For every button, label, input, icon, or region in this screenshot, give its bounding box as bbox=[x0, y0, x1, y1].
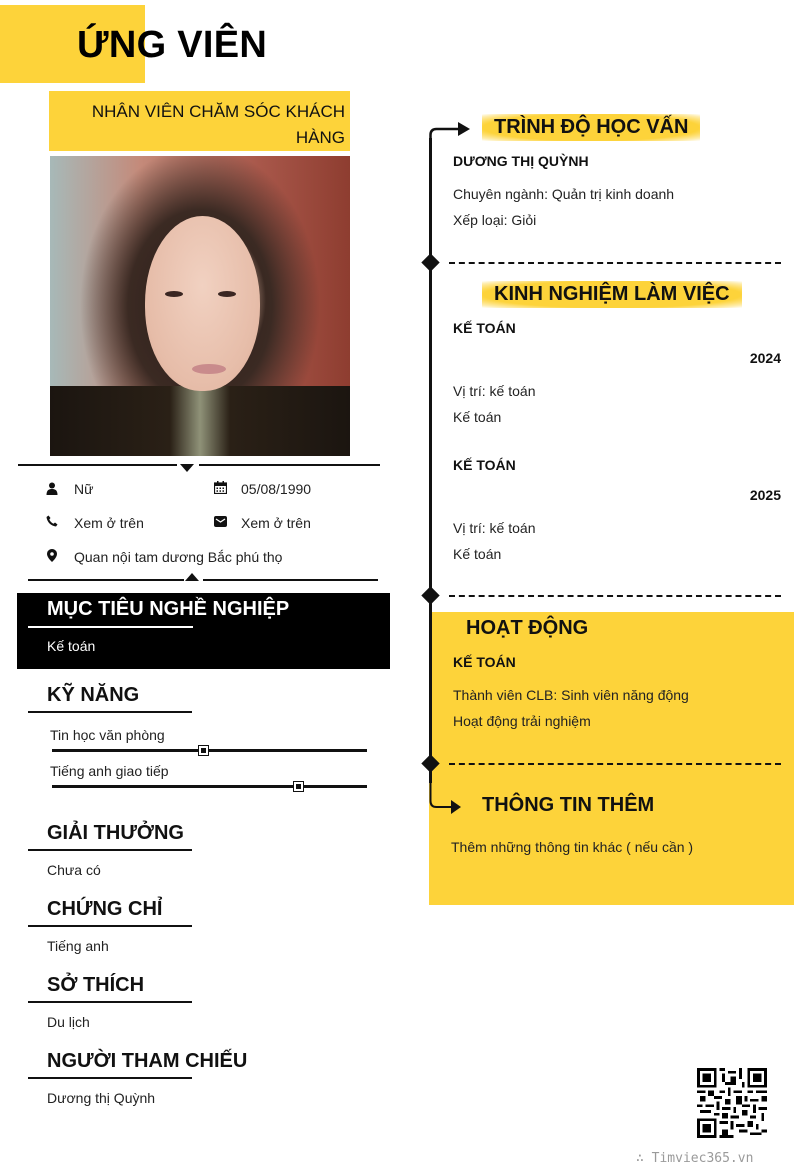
additional-info-text: Thêm những thông tin khác ( nếu cần ) bbox=[451, 839, 694, 855]
experience-description: Kế toán bbox=[453, 409, 502, 425]
contact-divider-bottom-right bbox=[203, 579, 378, 581]
page-title: ỨNG VIÊN bbox=[77, 24, 268, 66]
education-school: DƯƠNG THỊ QUỲNH bbox=[453, 153, 589, 169]
experience-year: 2025 bbox=[749, 487, 781, 503]
envelope-icon bbox=[213, 514, 227, 528]
phone-value: Xem ở trên bbox=[74, 515, 144, 531]
career-objective-underline bbox=[28, 626, 193, 628]
contact-divider-top-right bbox=[199, 464, 380, 466]
career-objective-text: Kế toán bbox=[47, 638, 96, 654]
address-value: Quan nội tam dương Bắc phú thọ bbox=[74, 549, 283, 565]
phone-icon bbox=[45, 514, 59, 528]
timeline-diamond-icon bbox=[421, 253, 439, 271]
experience-year: 2024 bbox=[749, 350, 781, 366]
skill-bar bbox=[52, 749, 367, 752]
education-title: TRÌNH ĐỘ HỌC VẤN bbox=[482, 114, 700, 141]
additional-info-title: THÔNG TIN THÊM bbox=[482, 794, 655, 816]
activities-line: Thành viên CLB: Sinh viên năng động bbox=[453, 687, 689, 703]
awards-title: GIẢI THƯỞNG bbox=[47, 822, 184, 844]
education-grade: Xếp loại: Giỏi bbox=[453, 212, 537, 228]
references-underline bbox=[28, 1077, 192, 1079]
awards-text: Chưa có bbox=[47, 862, 101, 878]
candidate-photo bbox=[50, 156, 350, 456]
references-text: Dương thị Quỳnh bbox=[47, 1090, 156, 1106]
timeline-diamond-icon bbox=[421, 586, 439, 604]
skill-name: Tiếng anh giao tiếp bbox=[50, 763, 169, 779]
timeline-arrow-icon bbox=[428, 782, 468, 818]
experience-company: KẾ TOÁN bbox=[453, 457, 516, 473]
skill-level-handle bbox=[198, 745, 209, 756]
contact-divider-bottom-left bbox=[28, 579, 184, 581]
timeline-arrow-icon bbox=[428, 120, 476, 144]
experience-title: KINH NGHIỆM LÀM VIỆC bbox=[482, 281, 742, 308]
experience-company: KẾ TOÁN bbox=[453, 320, 516, 336]
skills-title: KỸ NĂNG bbox=[47, 684, 140, 706]
map-marker-icon bbox=[45, 548, 59, 562]
birthday-value: 05/08/1990 bbox=[241, 481, 312, 497]
section-separator bbox=[449, 262, 781, 264]
skill-name: Tin học văn phòng bbox=[50, 727, 165, 743]
certificates-underline bbox=[28, 925, 192, 927]
photo-eye-left bbox=[165, 291, 183, 297]
career-objective-title: MỤC TIÊU NGHỀ NGHIỆP bbox=[47, 598, 290, 620]
hobbies-title: SỞ THÍCH bbox=[47, 974, 145, 996]
calendar-icon bbox=[213, 480, 227, 494]
experience-position: Vị trí: kế toán bbox=[453, 520, 536, 536]
skill-bar bbox=[52, 785, 367, 788]
photo-lips bbox=[192, 364, 226, 374]
triangle-up-icon bbox=[185, 573, 199, 581]
gender-value: Nữ bbox=[74, 481, 94, 497]
photo-eye-right bbox=[218, 291, 236, 297]
experience-position: Vị trí: kế toán bbox=[453, 383, 536, 399]
section-separator bbox=[449, 595, 781, 597]
timeline-line bbox=[429, 138, 432, 783]
hobbies-underline bbox=[28, 1001, 192, 1003]
triangle-down-icon bbox=[180, 464, 194, 472]
references-title: NGƯỜI THAM CHIẾU bbox=[47, 1050, 248, 1072]
awards-underline bbox=[28, 849, 192, 851]
activities-title: HOẠT ĐỘNG bbox=[466, 617, 589, 639]
certificates-title: CHỨNG CHỈ bbox=[47, 898, 163, 920]
job-title-box bbox=[49, 91, 350, 151]
hobbies-text: Du lịch bbox=[47, 1014, 90, 1030]
skill-level-handle bbox=[293, 781, 304, 792]
email-value: Xem ở trên bbox=[241, 515, 311, 531]
job-title: NHÂN VIÊN CHĂM SÓC KHÁCH HÀNG bbox=[91, 102, 345, 147]
certificates-text: Tiếng anh bbox=[47, 938, 109, 954]
skills-underline bbox=[28, 711, 192, 713]
photo-shirt bbox=[50, 386, 350, 456]
footer-brand: ∴ Timviec365.vn bbox=[636, 1151, 754, 1166]
activities-org: KẾ TOÁN bbox=[453, 654, 516, 670]
section-separator bbox=[449, 763, 781, 765]
education-major: Chuyên ngành: Quản trị kinh doanh bbox=[453, 186, 675, 202]
career-objective-section bbox=[17, 593, 390, 669]
qr-code-icon bbox=[697, 1068, 767, 1138]
contact-divider-top-left bbox=[18, 464, 177, 466]
activities-line: Hoạt động trải nghiệm bbox=[453, 713, 591, 729]
experience-description: Kế toán bbox=[453, 546, 502, 562]
user-icon bbox=[45, 481, 59, 495]
